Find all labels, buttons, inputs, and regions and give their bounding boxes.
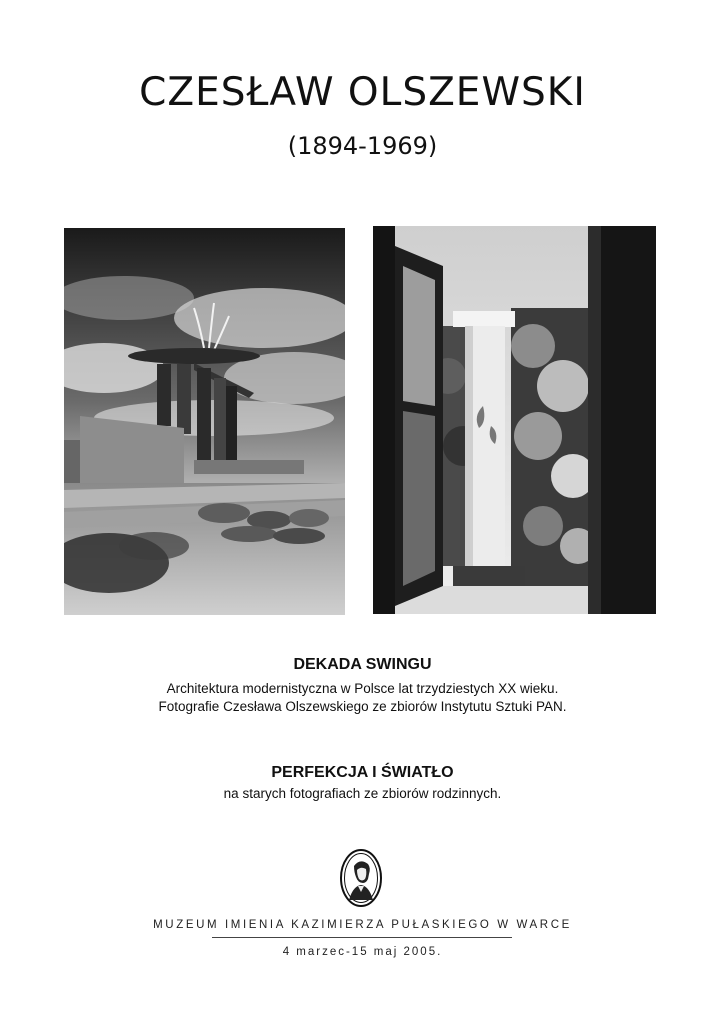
- exhibition-description-2: Fotografie Czesława Olszewskiego ze zbiorów Instytutu Sztuki PAN.: [158, 699, 567, 714]
- page-title: CZESŁAW OLSZEWSKI: [139, 70, 586, 115]
- photo-modernist-building: [64, 228, 345, 615]
- exhibition-title-1: DEKADA SWINGU: [293, 656, 432, 673]
- museum-name: MUZEUM IMIENIA KAZIMIERZA PUŁASKIEGO W WARCE: [153, 919, 572, 931]
- exhibition-description-1: Architektura modernistyczna w Polsce lat trzydziestych XX wieku.: [166, 681, 559, 696]
- portrait-medallion-icon: [339, 848, 383, 908]
- divider: [212, 937, 512, 938]
- exhibition-description-3: na starych fotografiach ze zbiorów rodzinnych.: [223, 786, 502, 801]
- photo-column-window: [373, 226, 656, 614]
- life-years: (1894-1969): [287, 132, 438, 160]
- exhibition-title-2: PERFEKCJA I ŚWIATŁO: [271, 764, 454, 781]
- exhibition-dates: 4 marzec-15 maj 2005.: [282, 946, 443, 958]
